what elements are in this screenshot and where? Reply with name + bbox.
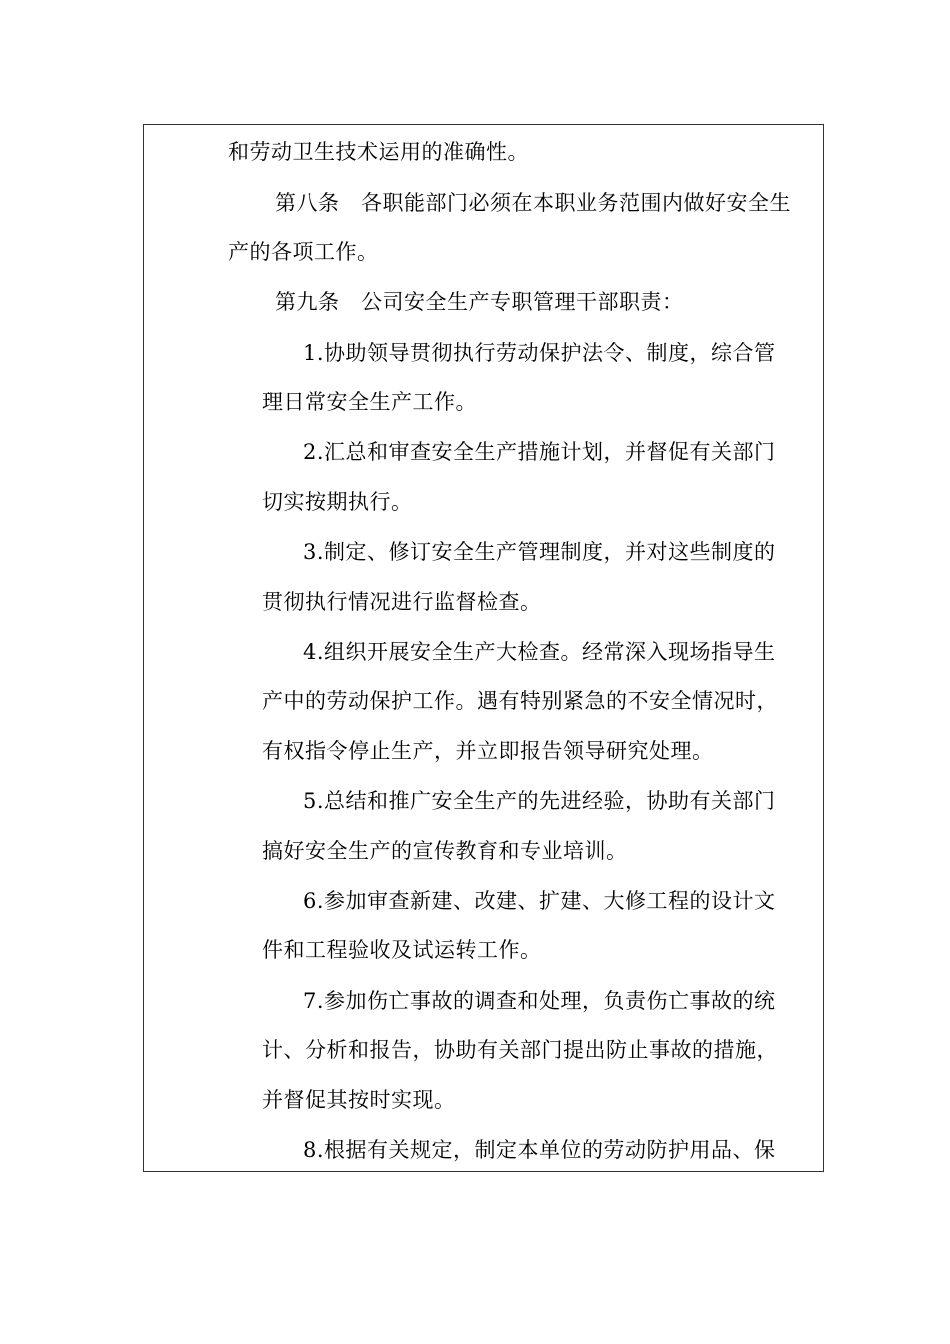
item-8-line: 8.根据有关规定，制定本单位的劳动防护用品、保 — [303, 1138, 776, 1162]
item-3-line: 贯彻执行情况进行监督检查。 — [262, 590, 542, 614]
text-line: 产的各项工作。 — [228, 240, 379, 264]
item-1-line: 理日常安全生产工作。 — [262, 390, 477, 414]
item-7-line: 计、分析和报告，协助有关部门提出防止事故的措施， — [262, 1038, 778, 1062]
item-2-line: 2.汇总和审查安全生产措施计划，并督促有关部门 — [303, 440, 776, 464]
article-9-heading-line: 第九条 公司安全生产专职管理干部职责： — [275, 290, 684, 314]
item-5-line: 搞好安全生产的宣传教育和专业培训。 — [262, 839, 628, 863]
item-6-line: 件和工程验收及试运转工作。 — [262, 938, 542, 962]
item-4-line: 产中的劳动保护工作。遇有特别紧急的不安全情况时， — [262, 689, 778, 713]
text-line: 和劳动卫生技术运用的准确性。 — [228, 140, 529, 164]
item-4-line: 有权指令停止生产，并立即报告领导研究处理。 — [262, 739, 714, 763]
item-1-line: 1.协助领导贯彻执行劳动保护法令、制度，综合管 — [303, 341, 776, 365]
item-7-line: 并督促其按时实现。 — [262, 1088, 456, 1112]
item-7-line: 7.参加伤亡事故的调查和处理，负责伤亡事故的统 — [303, 989, 776, 1013]
item-4-line: 4.组织开展安全生产大检查。经常深入现场指导生 — [303, 640, 776, 664]
item-3-line: 3.制定、修订安全生产管理制度，并对这些制度的 — [303, 540, 776, 564]
item-5-line: 5.总结和推广安全生产的先进经验，协助有关部门 — [303, 789, 776, 813]
item-6-line: 6.参加审查新建、改建、扩建、大修工程的设计文 — [303, 889, 776, 913]
item-2-line: 切实按期执行。 — [262, 490, 413, 514]
article-8-heading-line: 第八条 各职能部门必须在本职业务范围内做好安全生 — [275, 191, 791, 215]
